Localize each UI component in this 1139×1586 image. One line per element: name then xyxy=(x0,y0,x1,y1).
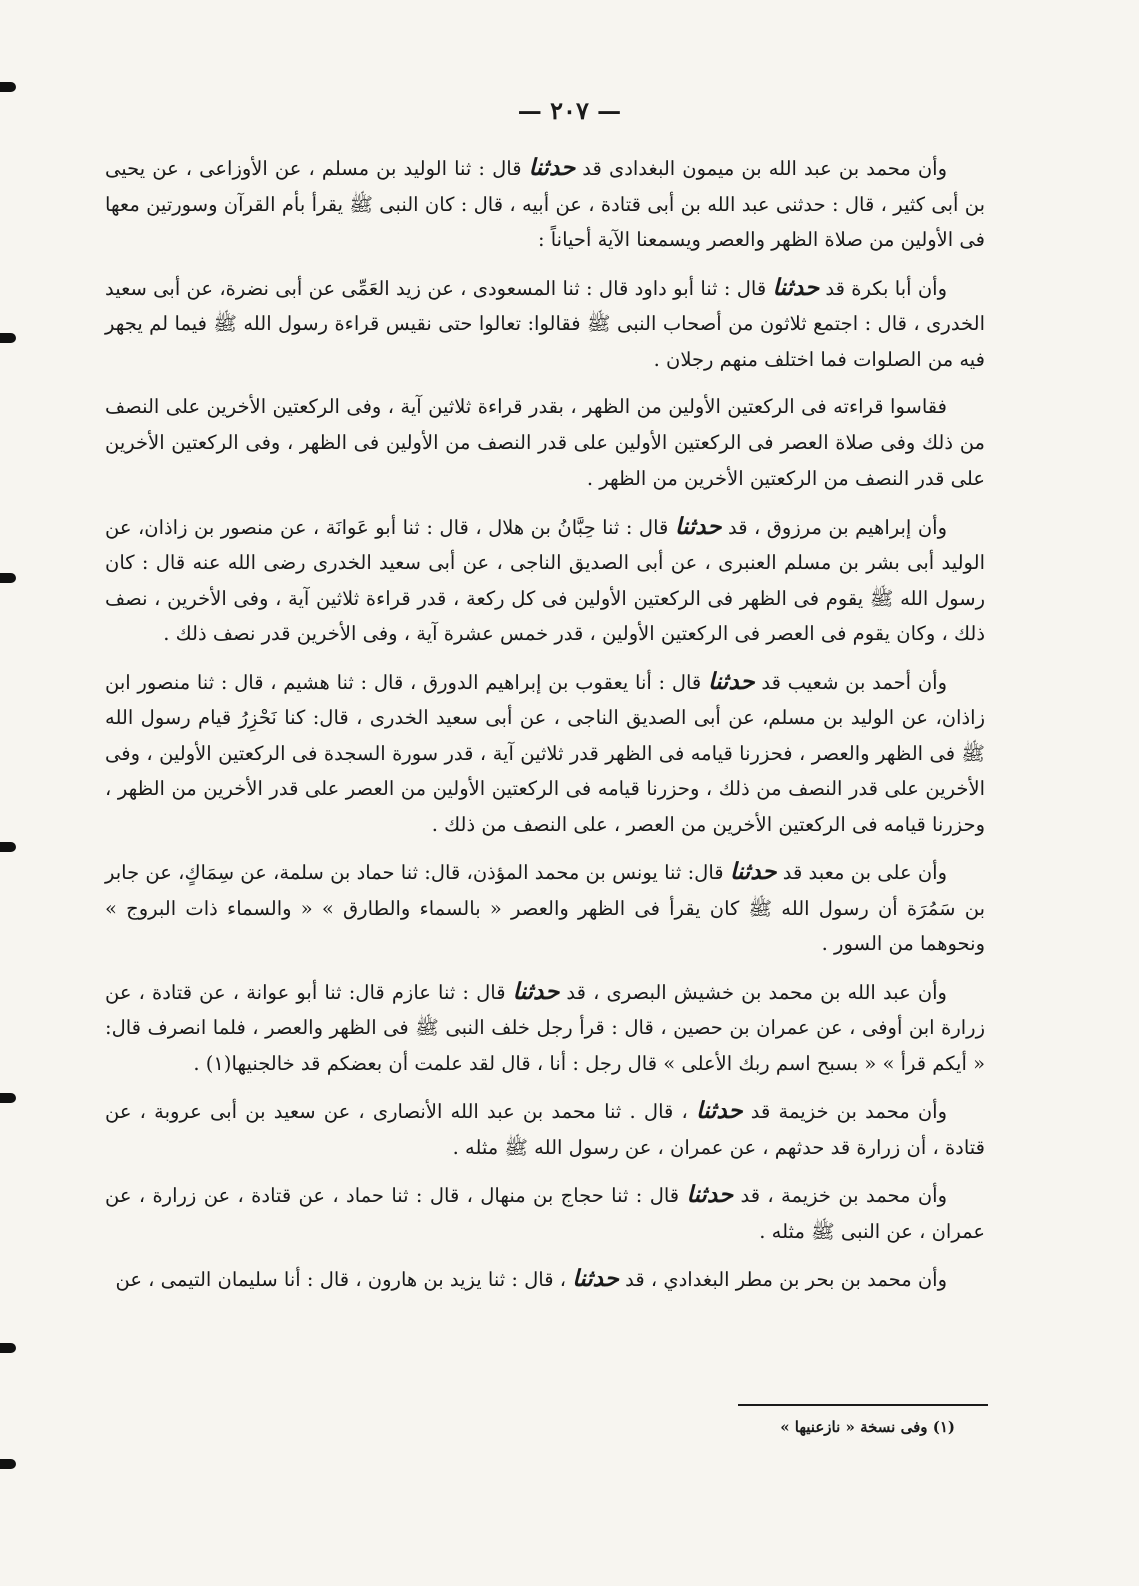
paragraph xyxy=(105,664,985,843)
paragraph xyxy=(105,974,985,1082)
paragraph xyxy=(105,389,985,497)
paragraph-text: قال : ثنا عازم قال: ثنا أبو عوانة ، عن قتادة ، عن زرارة ابن أوفى ، عن عمران بن حصين ، قال : قرأ رجل خلف النبى ﷺ فى الظهر والعصر ، فلما انصرف قال: « أيكم قرأ » « بسبح اسم ربك الأعلى » قال رجل : أنا ، قال لقد علمت أن بعضكم قد خالجنيها(١) . xyxy=(105,980,985,1075)
paragraph-text: قال : ثنا أبو داود قال : ثنا المسعودى ، عن زيد العَمِّى عن أبى نضرة، عن أبى سعيد الخدرى ، قال : اجتمع ثلاثون من أصحاب النبى ﷺ فقالوا: تعالوا حتى نقيس قراءة رسول الله ﷺ فيما لم يجهر فيه من الصلوات فما اختلف منهم رجلان . xyxy=(105,276,985,371)
scan-edge-mark xyxy=(0,842,16,852)
paragraph-text: وأن أحمد بن شعيب قد xyxy=(754,670,947,694)
paragraph-text: قال: ثنا يونس بن محمد المؤذن، قال: ثنا حماد بن سلمة، عن سِمَاكٍ، عن جابر بن سَمُرَة أن رسول الله ﷺ كان يقرأ فى الظهر والعصر « بالسماء والطارق » « والسماء ذات البروج » ونحوهما من السور . xyxy=(105,861,985,955)
paragraph-text: فقاسوا قراءته فى الركعتين الأولين من الظهر ، بقدر قراءة ثلاثين آية ، وفى الركعتين الأخرين على النصف من ذلك وفى صلاة العصر فى الركعتين الأولين على قدر النصف من الأولين فى الظهر ، وفى الركعتين الأخرين على قدر النصف من الركعتين الأخرين من الظهر . xyxy=(105,395,985,490)
main-text xyxy=(105,150,985,1310)
paragraph-text: وأن محمد بن خزيمة قد xyxy=(742,1100,947,1123)
scan-edge-mark xyxy=(0,573,16,583)
scan-edge-mark xyxy=(0,1093,16,1103)
paragraph-text: وأن عبد الله بن محمد بن خشيش البصرى ، قد xyxy=(559,980,947,1004)
haddathana-word: حدثنا xyxy=(695,1097,743,1124)
paragraph-text: وأن إبراهيم بن مرزوق ، قد xyxy=(721,515,947,539)
scan-edge-mark xyxy=(0,82,16,92)
haddathana-word: حدثنا xyxy=(729,858,777,885)
paragraph-text: ، قال . ثنا محمد بن عبد الله الأنصارى ، عن سعيد بن أبى عروبة ، عن قتادة ، أن زرارة قد حدثهم ، عن عمران ، عن رسول الله ﷺ مثله . xyxy=(105,1100,985,1159)
haddathana-word: حدثنا xyxy=(572,1265,619,1292)
haddathana-word: حدثنا xyxy=(674,512,722,540)
haddathana-word: حدثنا xyxy=(512,977,560,1005)
paragraph xyxy=(105,150,985,258)
footnote-divider xyxy=(738,1404,988,1406)
paragraph xyxy=(105,1177,985,1249)
haddathana-word: حدثنا xyxy=(528,154,576,181)
haddathana-word: حدثنا xyxy=(707,667,755,695)
page-number: — ٢٠٧ — xyxy=(517,96,622,125)
scan-edge-mark xyxy=(0,333,16,343)
paragraph-text: قال : أنا يعقوب بن إبراهيم الدورق ، قال : ثنا هشيم ، قال : ثنا منصور ابن زاذان، عن الوليد بن مسلم، عن أبى الصديق الناجى ، عن أبى سعيد الخدرى ، قال: كنا نَحْزِرُ قيام رسول الله ﷺ فى الظهر والعصر ، فحزرنا قيامه فى الظهر قدر ثلاثين آية ، قدر سورة السجدة فى الركعتين الأولين ، وفى الأخرين على قدر النصف من ذلك ، وحزرنا قيامه فى الركعتين الأولين من العصر على قدر الأخرين من الظهر ، وحزرنا قيامه فى الركعتين الأخرين من العصر ، على النصف من ذلك . xyxy=(105,670,985,836)
paragraph-text: قال : ثنا حِبَّانُ بن هلال ، قال : ثنا أبو عَوانَة ، عن منصور بن زاذان، عن الوليد أبى بشر بن مسلم العنبرى ، عن أبى الصديق الناجى ، عن أبى سعيد الخدرى رضى الله عنه قال : كان رسول الله ﷺ يقوم فى الظهر فى الركعتين الأولين فى كل ركعة ، قدر قراءة ثلاثين آية ، وفى الأخرين ، نصف ذلك ، وكان يقوم فى العصر فى الركعتين الأولين ، قدر خمس عشرة آية ، وفى الأخرين قدر نصف ذلك . xyxy=(105,515,985,645)
haddathana-word: حدثنا xyxy=(686,1181,734,1208)
paragraph-text: وأن أبا بكرة قد xyxy=(819,276,947,300)
paragraph xyxy=(105,509,985,652)
scan-edge-mark xyxy=(0,1459,16,1469)
haddathana-word: حدثنا xyxy=(772,273,820,301)
paragraph xyxy=(105,1093,985,1165)
paragraph-text: قال : ثنا الوليد بن مسلم ، عن الأوزاعى ، عن يحيى بن أبى كثير ، قال : حدثنى عبد الله بن أبى قتادة ، عن أبيه ، قال : كان النبى ﷺ يقرأ بأم القرآن وسورتين معها فى الأولين من صلاة الظهر والعصر ويسمعنا الآية أحياناً : xyxy=(105,157,985,251)
paragraph-text: قال : ثنا حجاج بن منهال ، قال : ثنا حماد ، عن قتادة ، عن زرارة ، عن عمران ، عن النبى ﷺ مثله . xyxy=(105,1184,985,1243)
paragraph xyxy=(105,1261,985,1298)
footnote: (١) وفى نسخة « نازعنيها » xyxy=(780,1418,955,1436)
paragraph-text: وأن على بن معبد قد xyxy=(776,861,947,884)
scan-edge-mark xyxy=(0,1343,16,1353)
paragraph-text: وأن محمد بن عبد الله بن ميمون البغدادى قد xyxy=(575,157,947,180)
paragraph-text: وأن محمد بن بحر بن مطر البغدادي ، قد xyxy=(618,1268,947,1291)
paragraph-text: ، قال : ثنا يزيد بن هارون ، قال : أنا سليمان التيمى ، عن xyxy=(115,1268,573,1291)
paragraph-text: وأن محمد بن خزيمة ، قد xyxy=(733,1184,947,1207)
paragraph xyxy=(105,270,985,378)
paragraph xyxy=(105,854,985,962)
